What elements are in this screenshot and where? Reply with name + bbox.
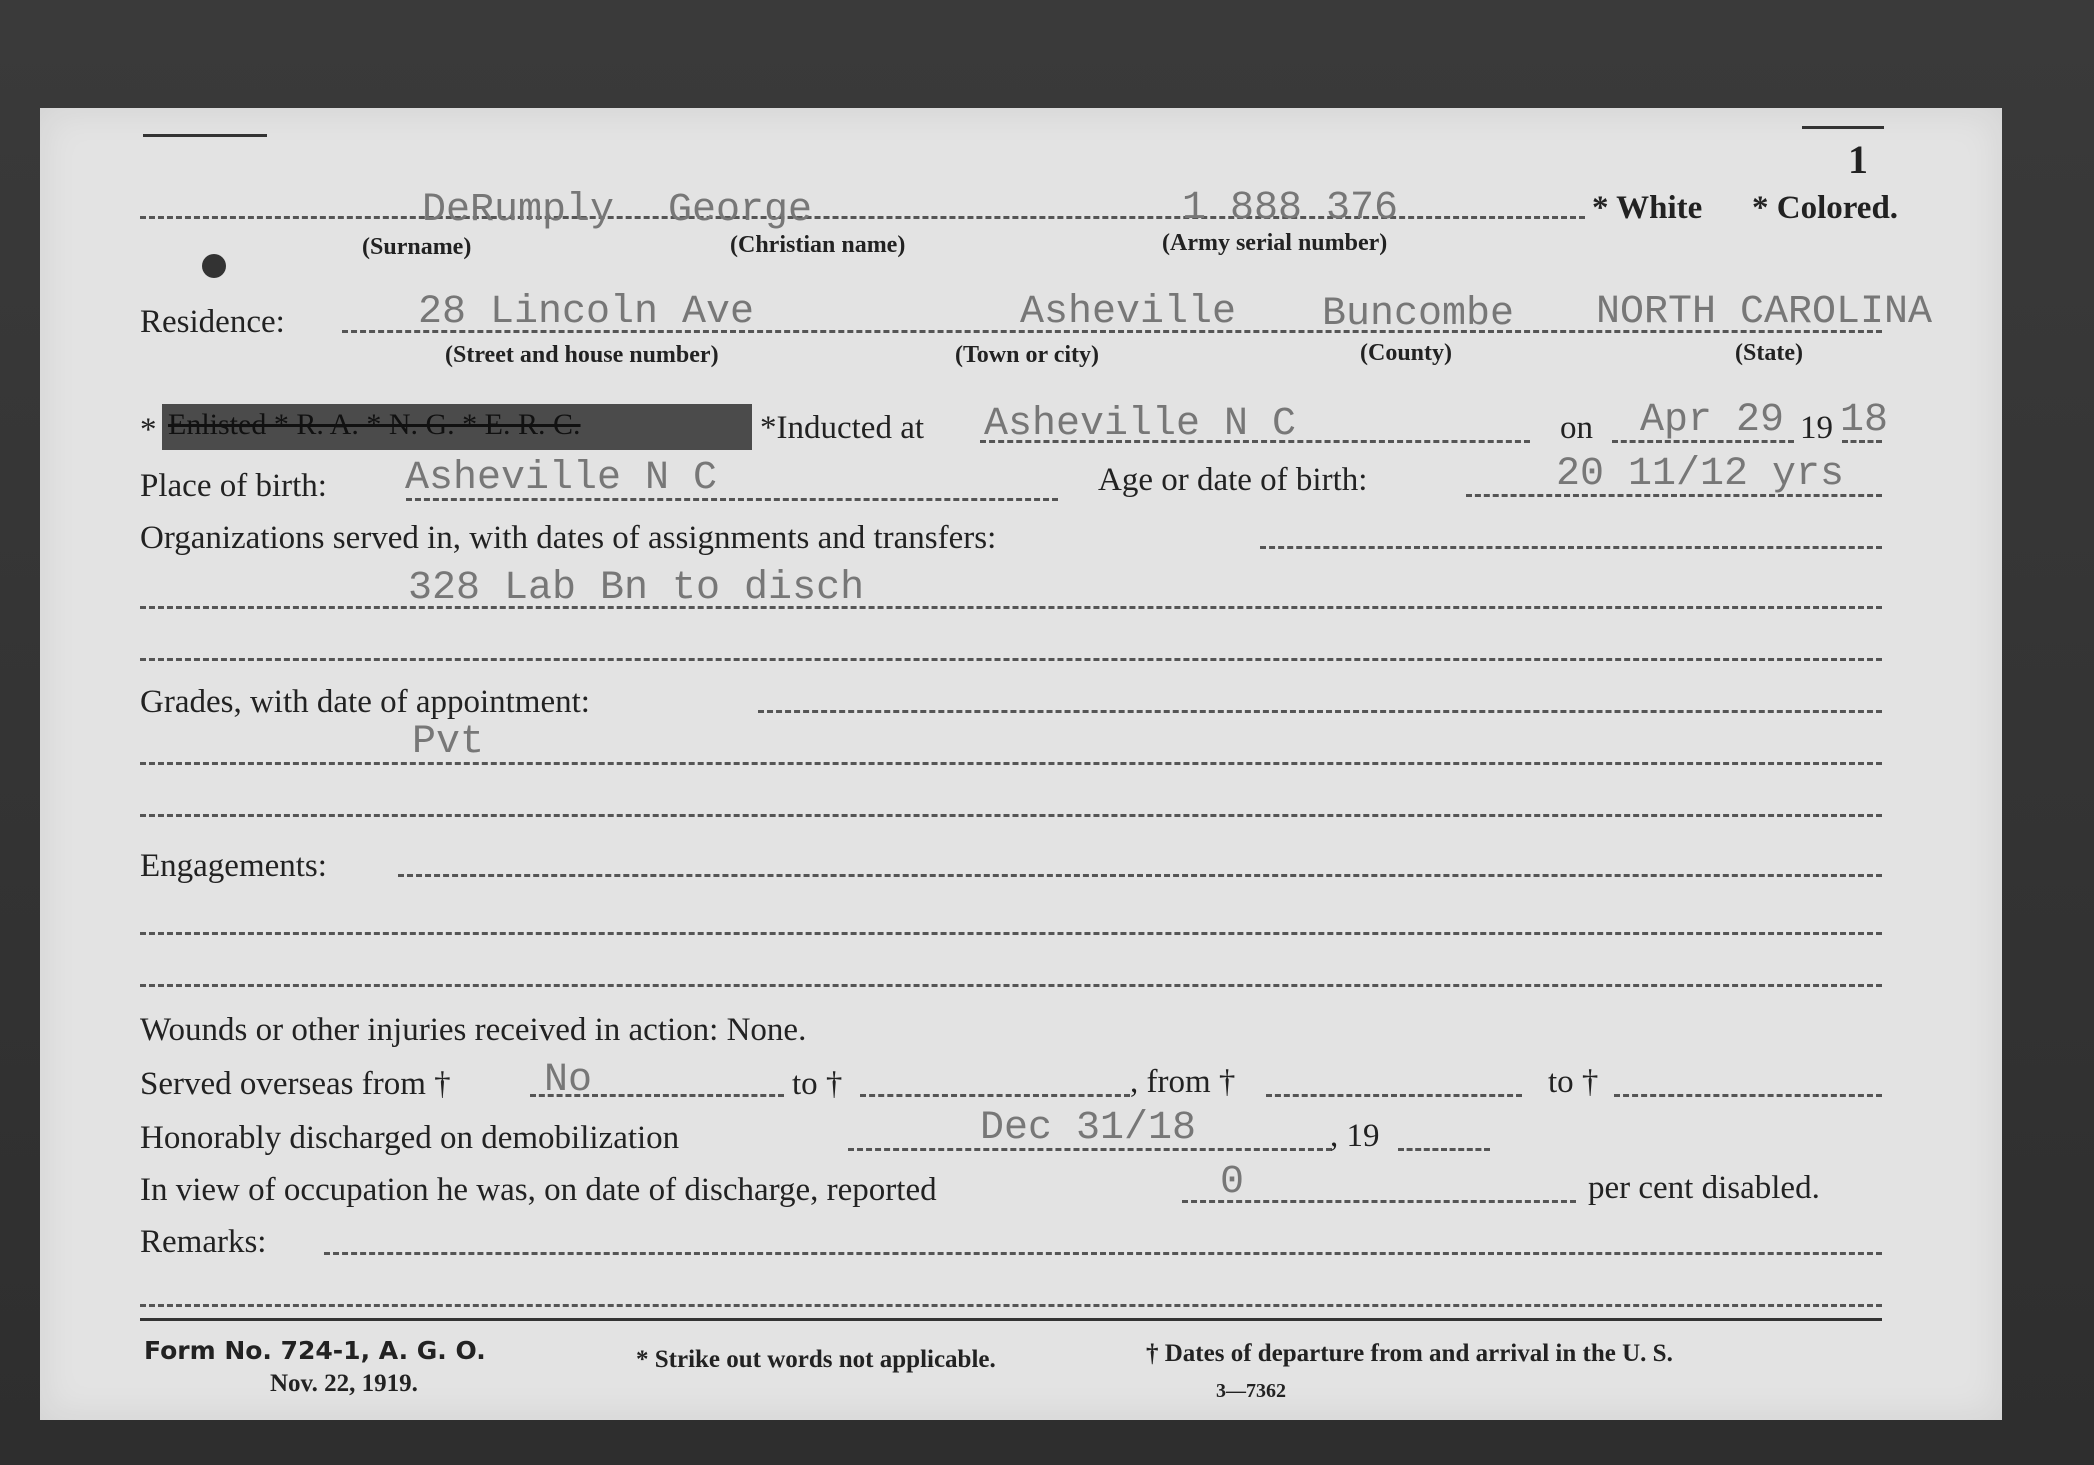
grades-line-2 — [140, 762, 1882, 765]
engagements-label: Engagements: — [140, 848, 327, 884]
grades-label: Grades, with date of appointment: — [140, 684, 590, 720]
enlisted-struck-text: Enlisted * R. A. * N. G. * E. R. C. — [168, 408, 581, 441]
year-suffix: 18 — [1840, 398, 1889, 443]
remarks-line-1 — [324, 1252, 1882, 1255]
serial-number-caption: (Army serial number) — [1162, 230, 1388, 256]
organizations-line-2 — [140, 606, 1882, 609]
discharge-year-label: , 19 — [1330, 1118, 1380, 1154]
surname-value: DeRumply — [422, 188, 615, 233]
town-value: Asheville — [1020, 290, 1237, 335]
remarks-line-2 — [140, 1304, 1882, 1307]
grades-value: Pvt — [412, 720, 485, 765]
place-of-birth-label: Place of birth: — [140, 468, 327, 504]
overseas-from-label: Served overseas from † — [140, 1066, 451, 1102]
discharge-label: Honorably discharged on demobilization — [140, 1120, 680, 1156]
overseas-to-line — [860, 1094, 1130, 1097]
grades-line-1 — [758, 710, 1882, 713]
overseas-from2-line — [1266, 1094, 1522, 1097]
discharge-year-line — [1398, 1148, 1490, 1151]
county-value: Buncombe — [1322, 292, 1515, 337]
race-white-label: * White — [1592, 190, 1703, 226]
christian-name-caption: (Christian name) — [730, 232, 906, 258]
strike-note: * Strike out words not applicable. — [636, 1346, 996, 1373]
service-record-card — [40, 108, 2002, 1420]
county-caption: (County) — [1360, 340, 1453, 366]
state-caption: (State) — [1735, 340, 1803, 366]
overseas-from-value: No — [544, 1058, 593, 1103]
inducted-label: *Inducted at — [760, 410, 925, 446]
street-caption: (Street and house number) — [445, 342, 719, 368]
organizations-line-3 — [140, 658, 1882, 661]
engagements-line-3 — [140, 984, 1882, 987]
town-caption: (Town or city) — [955, 342, 1099, 368]
residence-label: Residence: — [140, 304, 285, 340]
disability-label: In view of occupation he was, on date of discharge, reported — [140, 1172, 937, 1208]
remarks-label: Remarks: — [140, 1224, 267, 1260]
form-date: Nov. 22, 1919. — [270, 1370, 418, 1397]
overseas-to2-line — [1614, 1094, 1882, 1097]
place-of-birth-value: Asheville N C — [405, 456, 718, 501]
overseas-from2-label: , from † — [1130, 1064, 1236, 1100]
surname-caption: (Surname) — [362, 234, 472, 260]
card-number: 1 — [1848, 137, 1868, 182]
on-label: on — [1560, 410, 1593, 446]
print-code: 3—7362 — [1216, 1380, 1286, 1402]
engagements-line-1 — [398, 874, 1882, 877]
street-value: 28 Lincoln Ave — [418, 290, 755, 335]
organizations-line-1 — [1260, 546, 1882, 549]
overseas-to-label: to † — [792, 1066, 843, 1102]
inducted-date-value: Apr 29 — [1640, 398, 1785, 443]
christian-name-value: George — [668, 188, 813, 233]
organizations-value: 328 Lab Bn to disch — [408, 566, 865, 611]
enlisted-star: * — [140, 412, 157, 448]
top-right-rule — [1802, 126, 1884, 129]
footer-rule — [140, 1318, 1882, 1321]
disability-suffix: per cent disabled. — [1588, 1170, 1820, 1206]
age-value: 20 11/12 yrs — [1556, 452, 1845, 497]
dates-note: † Dates of departure from and arrival in the U. S. — [1146, 1340, 1673, 1367]
discharge-value: Dec 31/18 — [980, 1106, 1197, 1151]
wounds-label: Wounds or other injuries received in action: None. — [140, 1012, 807, 1048]
year-prefix: 19 — [1800, 410, 1833, 446]
form-number: Form No. 724-1, A. G. O. — [144, 1336, 486, 1365]
inducted-at-value: Asheville N C — [984, 402, 1297, 447]
disability-value: 0 — [1220, 1160, 1245, 1205]
punch-mark — [202, 254, 226, 278]
grades-line-3 — [140, 814, 1882, 817]
top-left-rule — [143, 134, 267, 137]
serial-number-value: 1 888 376 — [1182, 186, 1399, 231]
race-colored-label: * Colored. — [1752, 190, 1899, 226]
age-label: Age or date of birth: — [1098, 462, 1368, 498]
engagements-line-2 — [140, 932, 1882, 935]
organizations-label: Organizations served in, with dates of assignments and transfers: — [140, 520, 997, 556]
overseas-to2-label: to † — [1548, 1064, 1599, 1100]
state-value: NORTH CAROLINA — [1596, 290, 1933, 335]
